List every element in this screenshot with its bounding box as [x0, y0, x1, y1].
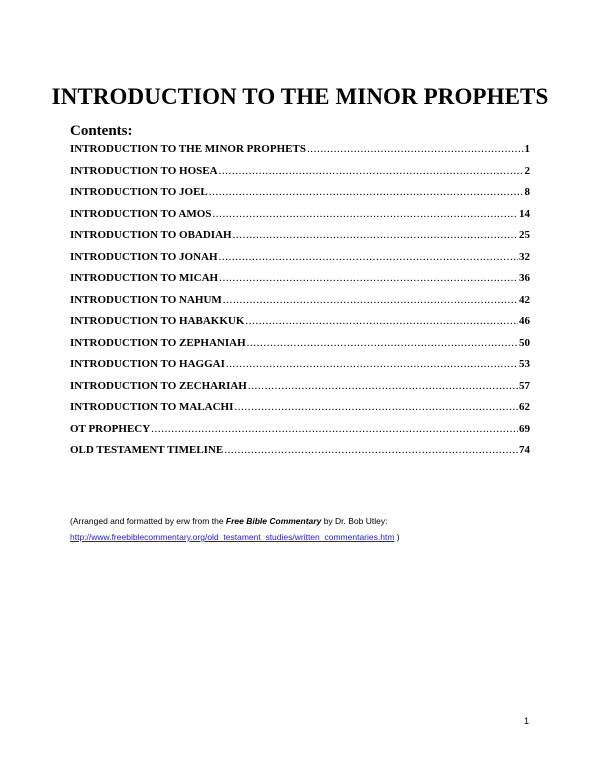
toc-page-number: 42: [519, 293, 530, 306]
toc-entry-ot-prophecy[interactable]: [70, 423, 530, 445]
toc-page-number: 36: [519, 272, 530, 284]
toc-leader-dots: [234, 401, 518, 413]
toc-entry-label: INTRODUCTION TO JOEL: [70, 186, 208, 198]
toc-page-number: 1: [524, 143, 530, 155]
toc-entry-label: INTRODUCTION TO MICAH: [70, 272, 219, 284]
toc-leader-dots: [209, 186, 524, 198]
attribution-note: [70, 513, 400, 545]
source-title: Free Bible Commentary: [225, 516, 322, 526]
toc-leader-dots: [233, 229, 518, 241]
toc-entry-hosea[interactable]: [70, 165, 530, 187]
toc-leader-dots: [223, 294, 518, 306]
toc-entry-label: INTRODUCTION TO ZEPHANIAH: [70, 336, 246, 349]
attribution-prefix: (Arranged and formatted by erw from the: [70, 516, 226, 526]
toc-entry-label: INTRODUCTION TO HABAKKUK: [70, 315, 245, 327]
toc-leader-dots: [245, 315, 518, 327]
toc-page-number: 8: [524, 186, 530, 198]
toc-page-number: 50: [519, 336, 530, 349]
attribution-suffix: by Dr. Bob Utley:: [321, 516, 388, 526]
toc-leader-dots: [219, 251, 518, 263]
toc-entry-label: OLD TESTAMENT TIMELINE: [70, 444, 224, 456]
toc-entry-joel[interactable]: [70, 186, 530, 208]
toc-entry-label: INTRODUCTION TO THE MINOR PROPHETS: [70, 143, 306, 155]
toc-page-number: 62: [519, 401, 530, 413]
toc-entry-label: INTRODUCTION TO HAGGAI: [70, 358, 225, 370]
toc-leader-dots: [248, 380, 518, 392]
toc-page-number: 2: [524, 164, 530, 177]
toc-entry-zechariah[interactable]: [70, 380, 530, 402]
toc-page-number: 74: [519, 444, 530, 456]
toc-page-number: 46: [519, 315, 530, 327]
toc-leader-dots: [219, 272, 518, 284]
toc-entry-minor-prophets[interactable]: [70, 143, 530, 165]
toc-entry-label: INTRODUCTION TO OBADIAH: [70, 229, 232, 241]
toc-entry-habakkuk[interactable]: [70, 315, 530, 337]
toc-entry-label: INTRODUCTION TO JONAH: [70, 250, 218, 263]
toc-page-number: 25: [519, 229, 530, 241]
document-title: INTRODUCTION TO THE MINOR PROPHETS: [51, 84, 549, 109]
toc-leader-dots: [219, 165, 524, 177]
toc-entry-label: INTRODUCTION TO HOSEA: [70, 164, 218, 177]
toc-entry-ot-timeline[interactable]: [70, 444, 530, 466]
toc-leader-dots: [212, 208, 518, 220]
toc-page-number: 14: [519, 207, 530, 220]
toc-entry-micah[interactable]: [70, 272, 530, 294]
attribution-link-line: [70, 529, 400, 545]
toc-entry-label: INTRODUCTION TO ZECHARIAH: [70, 379, 247, 392]
page-number: 1: [524, 716, 530, 726]
toc-page-number: 69: [519, 422, 530, 435]
toc-entry-haggai[interactable]: [70, 358, 530, 380]
table-of-contents: [70, 143, 530, 466]
toc-entry-label: INTRODUCTION TO AMOS: [70, 207, 212, 220]
toc-leader-dots: [247, 337, 518, 349]
toc-page-number: 57: [519, 379, 530, 392]
toc-entry-obadiah[interactable]: [70, 229, 530, 251]
toc-entry-label: OT PROPHECY: [70, 422, 151, 435]
toc-entry-nahum[interactable]: [70, 294, 530, 316]
toc-leader-dots: [226, 358, 518, 370]
toc-entry-jonah[interactable]: [70, 251, 530, 273]
toc-entry-amos[interactable]: [70, 208, 530, 230]
attribution-close: ): [394, 532, 400, 542]
source-url-link[interactable]: http://www.freebiblecommentary.org/old_testament_studies/written_commentaries.htm: [70, 532, 395, 542]
toc-entry-label: INTRODUCTION TO MALACHI: [70, 401, 234, 413]
contents-heading: Contents:: [70, 123, 133, 139]
toc-entry-zephaniah[interactable]: [70, 337, 530, 359]
toc-page-number: 32: [519, 250, 530, 263]
toc-page-number: 53: [519, 358, 530, 370]
toc-leader-dots: [151, 423, 518, 435]
attribution-line: [70, 513, 400, 529]
toc-leader-dots: [307, 143, 524, 155]
toc-leader-dots: [224, 444, 518, 456]
toc-entry-malachi[interactable]: [70, 401, 530, 423]
toc-entry-label: INTRODUCTION TO NAHUM: [70, 293, 222, 306]
